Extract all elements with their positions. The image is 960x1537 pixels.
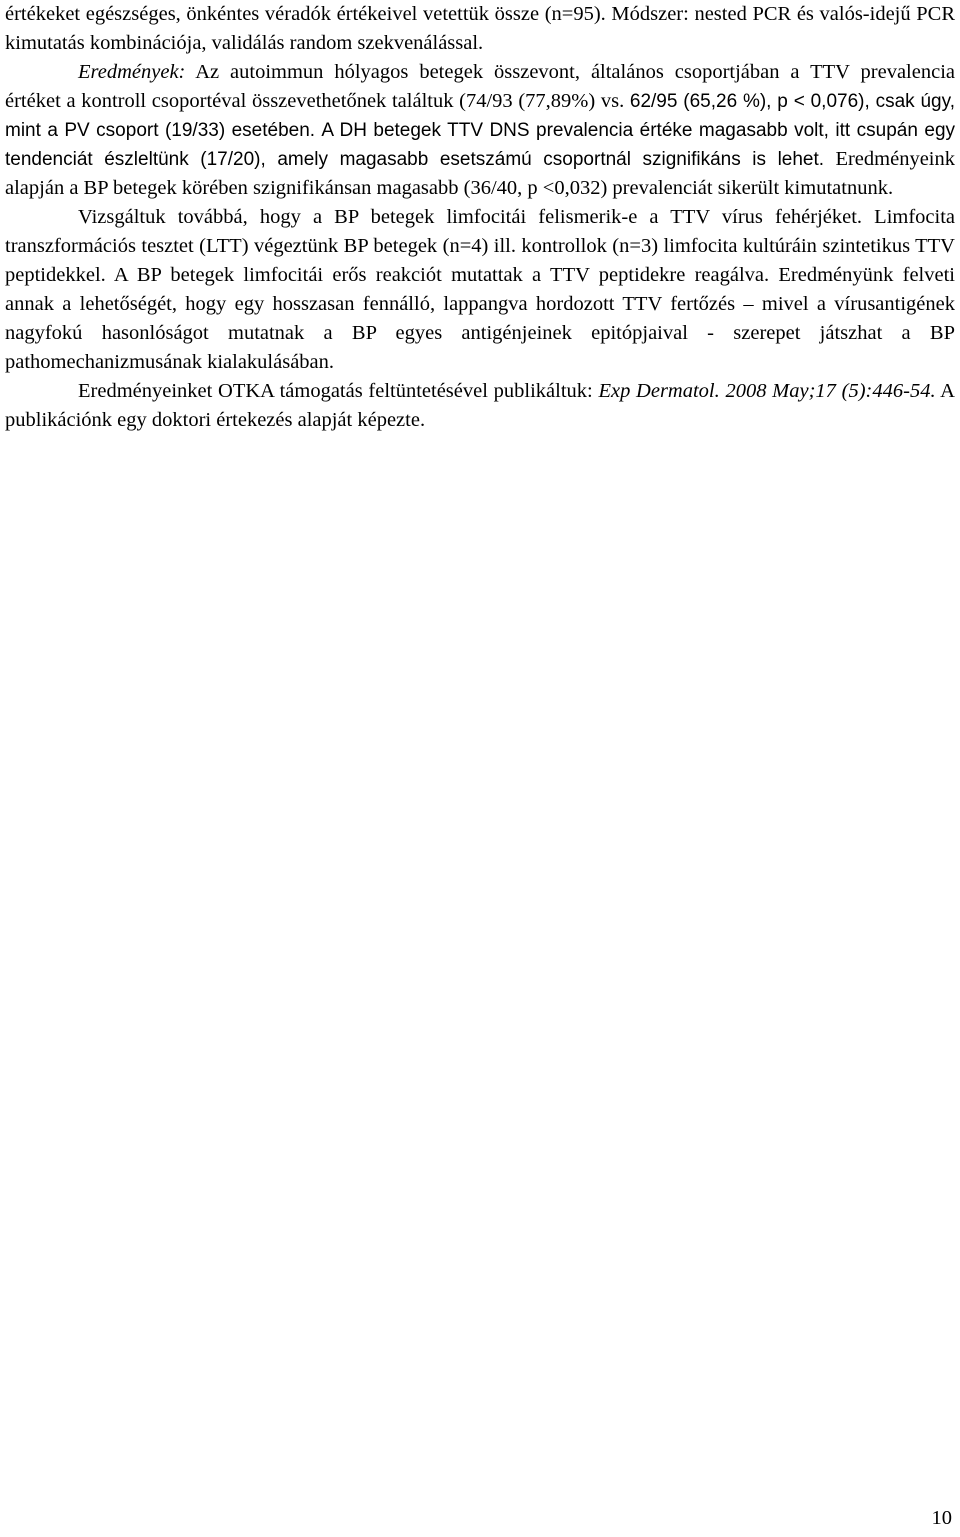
page-number: 10 <box>931 1507 952 1529</box>
results-text-2: 62/95 (65,26 %), p < 0,076), csak úgy, mint a PV csoport (19/33) esetében. <box>5 91 955 141</box>
paragraph-lymphocyte-study <box>5 203 955 377</box>
results-text-4: Eredményeink alapján a BP betegek körében szignifikánsan magasabb (36/40, p <0,032) prevalenciát sikerült kimutatnunk. <box>5 148 955 199</box>
publication-text-1: Eredményeinket OTKA támogatás feltüntetésével publikáltuk: <box>78 380 599 402</box>
results-text-1: Az autoimmun hólyagos betegek összevont, általános csoportjában a TTV prevalencia értéket a kontroll csoportéval összevethetőnek találtuk (74/93 (77,89%) vs. <box>5 61 955 112</box>
results-text-3: A DH betegek TTV DNS prevalencia értéke magasabb volt, itt csupán egy tendenciát észleltünk (17/20), amely magasabb esetszámú csoportnál szignifikáns is lehet. <box>5 120 956 170</box>
paragraph-methods-results <box>5 0 955 203</box>
methods-text: értékeket egészséges, önkéntes véradók értékeivel vetettük össze (n=95). Módszer: nested PCR és valós-idejű PCR kimutatás kombinációja, validálás random szekvenálással. <box>5 3 955 54</box>
results-heading: Eredmények: <box>78 61 186 83</box>
publication-text-2: A publikációnk egy doktori értekezés alapját képezte. <box>5 380 955 431</box>
document-page <box>5 0 955 435</box>
publication-citation: Exp Dermatol. 2008 May;17 (5):446-54. <box>598 380 936 402</box>
lymphocyte-text: Vizsgáltuk továbbá, hogy a BP betegek limfocitái felismerik-e a TTV vírus fehérjéket. Limfocita transzformációs tesztet (LTT) végeztünk BP betegek (n=4) ill. kontrollok (n=3) limfocita kultúráin szintetikus TTV peptidekkel. A BP betegek limfocitái erős reakciót mutattak a TTV peptidekre reagálva. Eredményünk felveti annak a lehetőségét, hogy egy hosszasan fennálló, lappangva hordozott TTV fertőzés – mivel a vírusantigének nagyfokú hasonlóságot mutatnak a BP egyes antigénjeinek epitópjaival - szerepet játszhat a BP pathomechanizmusának kialakulásában. <box>5 206 955 373</box>
paragraph-publication <box>5 377 955 435</box>
